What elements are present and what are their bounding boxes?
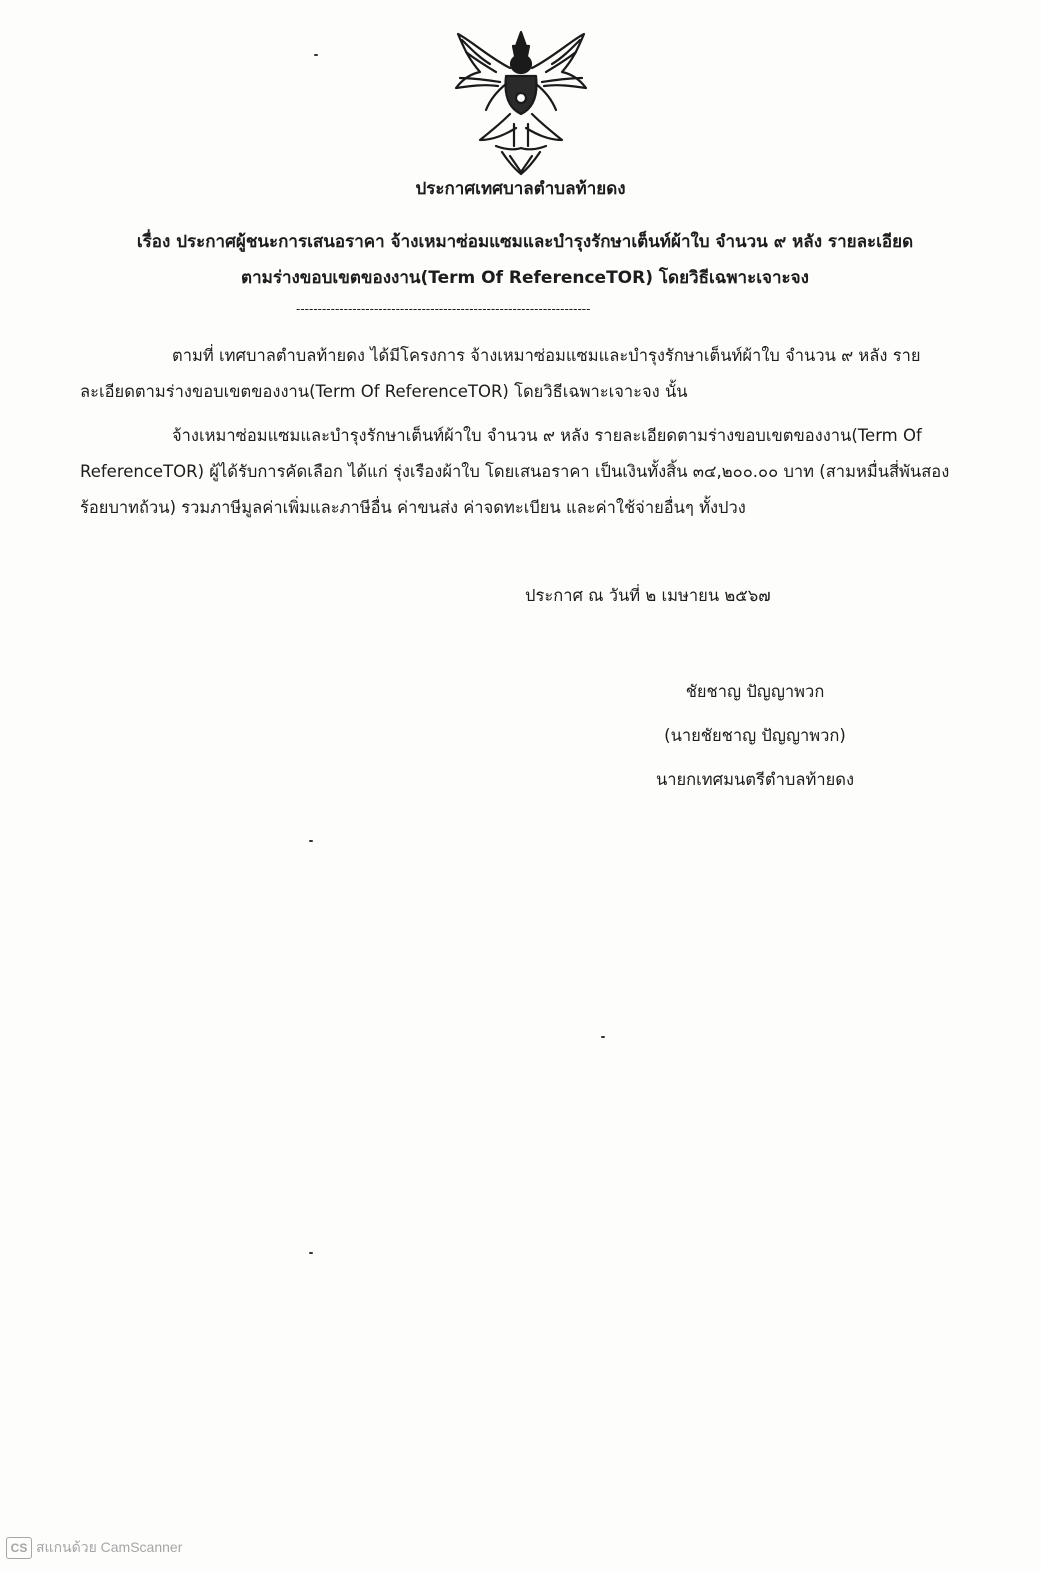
subject-line-2: ตามร่างขอบเขตของงาน(Term Of ReferenceTOR) โดยวิธีเฉพาะเจาะจง [241, 268, 809, 288]
announcement-title: ประกาศเทศบาลตำบลท้ายดง [415, 179, 626, 199]
scan-speck [309, 1252, 313, 1254]
signature: ชัยชาญ ปัญญาพวก [685, 682, 825, 701]
scan-speck [314, 54, 318, 56]
separator-line: -------------------------------------------------------------------- [296, 302, 591, 316]
signer-name: (นายชัยชาญ ปัญญาพวก) [664, 726, 846, 745]
announcement-subject [100, 224, 950, 296]
scanner-watermark [6, 1537, 182, 1559]
signature-block [560, 670, 920, 802]
subject-line-1: เรื่อง ประกาศผู้ชนะการเสนอราคา จ้างเหมาซ่อมแซมและบำรุงรักษาเต็นท์ผ้าใบ จำนวน ๙ หลัง รายละเอียด [136, 232, 914, 252]
scan-speck [309, 840, 313, 842]
body-paragraph-1: ตามที่ เทศบาลตำบลท้ายดง ได้มีโครงการ จ้างเหมาซ่อมแซมและบำรุงรักษาเต็นท์ผ้าใบ จำนวน ๙ หลัง รายละเอียดตามร่างขอบเขตของงาน(Term Of ReferenceTOR) โดยวิธีเฉพาะเจาะจง นั้น [80, 346, 921, 401]
scanner-label: สแกนด้วย CamScanner [36, 1539, 183, 1555]
camscanner-logo: CS [6, 1537, 32, 1559]
garuda-emblem-icon [450, 28, 592, 178]
signer-position: นายกเทศมนตรีตำบลท้ายดง [655, 770, 855, 789]
scan-speck [601, 1036, 605, 1038]
body-paragraph-2: จ้างเหมาซ่อมแซมและบำรุงรักษาเต็นท์ผ้าใบ จำนวน ๙ หลัง รายละเอียดตามร่างขอบเขตของงาน(Term Of ReferenceTOR) ผู้ได้รับการคัดเลือก ได้แก่ รุ่งเรืองผ้าใบ โดยเสนอราคา เป็นเงินทั้งสิ้น ๓๔,๒๐๐.๐๐ บาท (สามหมื่นสี่พันสองร้อยบาทถ้วน) รวมภาษีมูลค่าเพิ่มและภาษีอื่น ค่าขนส่ง ค่าจดทะเบียน และค่าใช้จ่ายอื่นๆ ทั้งปวง [80, 426, 950, 517]
announcement-date: ประกาศ ณ วันที่ ๒ เมษายน ๒๕๖๗ [525, 586, 771, 605]
